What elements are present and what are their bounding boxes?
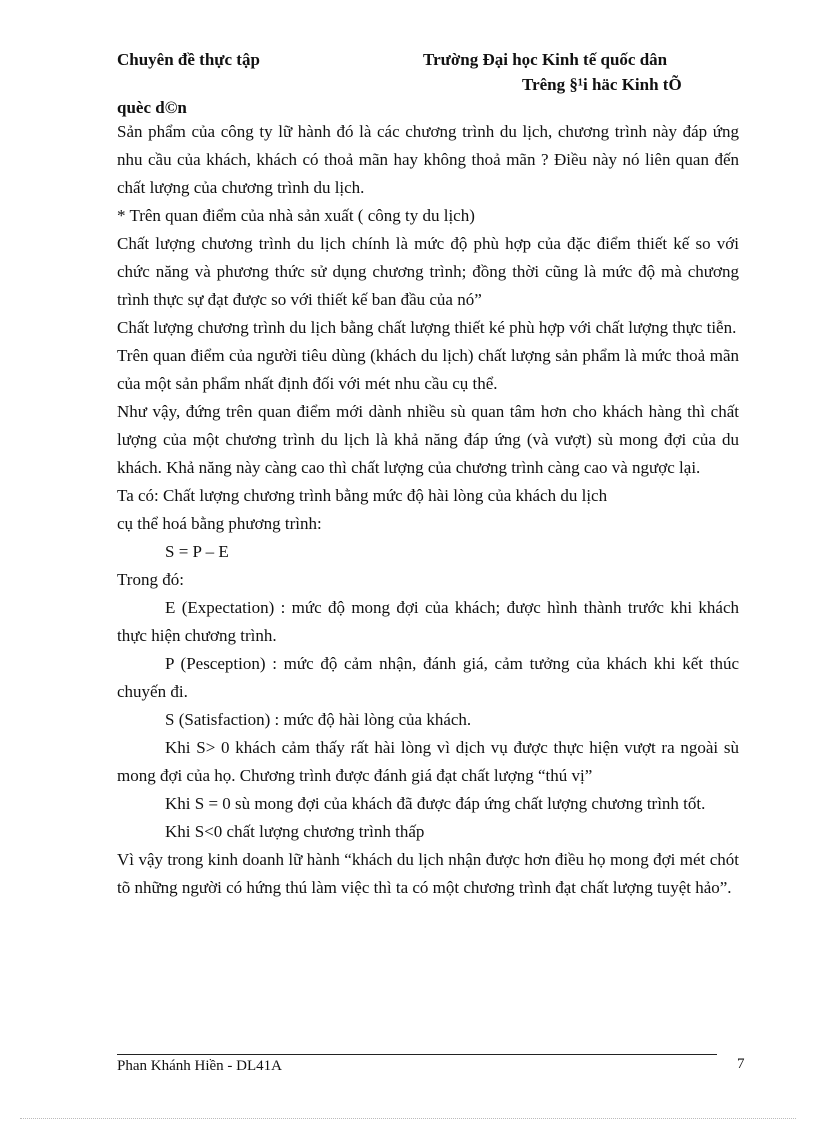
header-university-garbled: Trêng §¹i häc Kinh tÕ <box>522 75 682 94</box>
definition-expectation: E (Expectation) : mức độ mong đợi của khách; được hình thành trước khi khách thực hiện chương trình. <box>117 598 739 645</box>
definition-satisfaction: S (Satisfaction) : mức độ hài lòng của khách. <box>165 710 472 729</box>
formula: S = P – E <box>165 542 229 561</box>
paragraph: Ta có: Chất lượng chương trình bằng mức độ hài lòng của khách du lịch <box>117 486 608 505</box>
footer-author: Phan Khánh Hiền - DL41A <box>117 1058 282 1074</box>
page-edge-divider <box>20 1118 796 1119</box>
page-number: 7 <box>737 1056 745 1072</box>
header-topic: Chuyên đề thực tập <box>117 50 260 69</box>
case-negative: Khi S<0 chất lượng chương trình thấp <box>165 822 425 841</box>
footer-divider <box>117 1054 717 1055</box>
header-university: Trường Đại học Kinh tế quốc dân <box>423 50 668 69</box>
paragraph: cụ thể hoá bằng phương trình: <box>117 514 322 533</box>
paragraph: Chất lượng chương trình du lịch bằng chất lượng thiết ké phù hợp với chất lượng thực tiễn. <box>117 318 737 337</box>
case-zero: Khi S = 0 sù mong đợi của khách đã được đáp ứng chất lượng chương trình tốt. <box>165 794 706 813</box>
definition-perception: P (Pesception) : mức độ cảm nhận, đánh giá, cảm tưởng của khách khi kết thúc chuyến đi. <box>117 654 739 701</box>
document-body <box>117 118 739 902</box>
case-positive: Khi S> 0 khách cảm thấy rất hài lòng vì dịch vụ được thực hiện vượt ra ngoài sù mong đợi của họ. Chương trình được đánh giá đạt chất lượng “thú vị” <box>117 738 739 785</box>
header-university-garbled-continued: quèc d©n <box>117 98 187 117</box>
paragraph: Vì vậy trong kinh doanh lữ hành “khách du lịch nhận được hơn điều họ mong đợi mét chót tõ những người có hứng thú làm việc thì ta có một chương trình đạt chất lượng tuyệt hảo”. <box>117 850 739 897</box>
paragraph: * Trên quan điểm của nhà sản xuất ( công ty du lịch) <box>117 206 475 225</box>
paragraph: Sản phẩm của công ty lữ hành đó là các chương trình du lịch, chương trình này đáp ứng nhu cầu của khách, khách có thoả mãn hay không thoả mãn ? Điều này nó liên quan đến chất lượng của chương trình du lịch. <box>117 122 739 197</box>
paragraph: Trong đó: <box>117 570 184 589</box>
paragraph: Như vậy, đứng trên quan điểm mới dành nhiều sù quan tâm hơn cho khách hàng thì chất lượng của một chương trình du lịch là khả năng đáp ứng (và vượt) sù mong đợi của du khách. Khả năng này càng cao thì chất lượng của chương trình càng cao và ngược lại. <box>117 402 739 477</box>
paragraph: Trên quan điểm của người tiêu dùng (khách du lịch) chất lượng sản phẩm là mức thoả mãn của một sản phẩm nhất định đối với mét nhu cầu cụ thể. <box>117 346 739 393</box>
paragraph: Chất lượng chương trình du lịch chính là mức độ phù hợp của đặc điểm thiết kế so với chức năng và phương thức sử dụng chương trình; đồng thời cũng là mức độ mà chương trình thực sự đạt được so với thiết kế ban đầu của nó” <box>117 234 739 309</box>
